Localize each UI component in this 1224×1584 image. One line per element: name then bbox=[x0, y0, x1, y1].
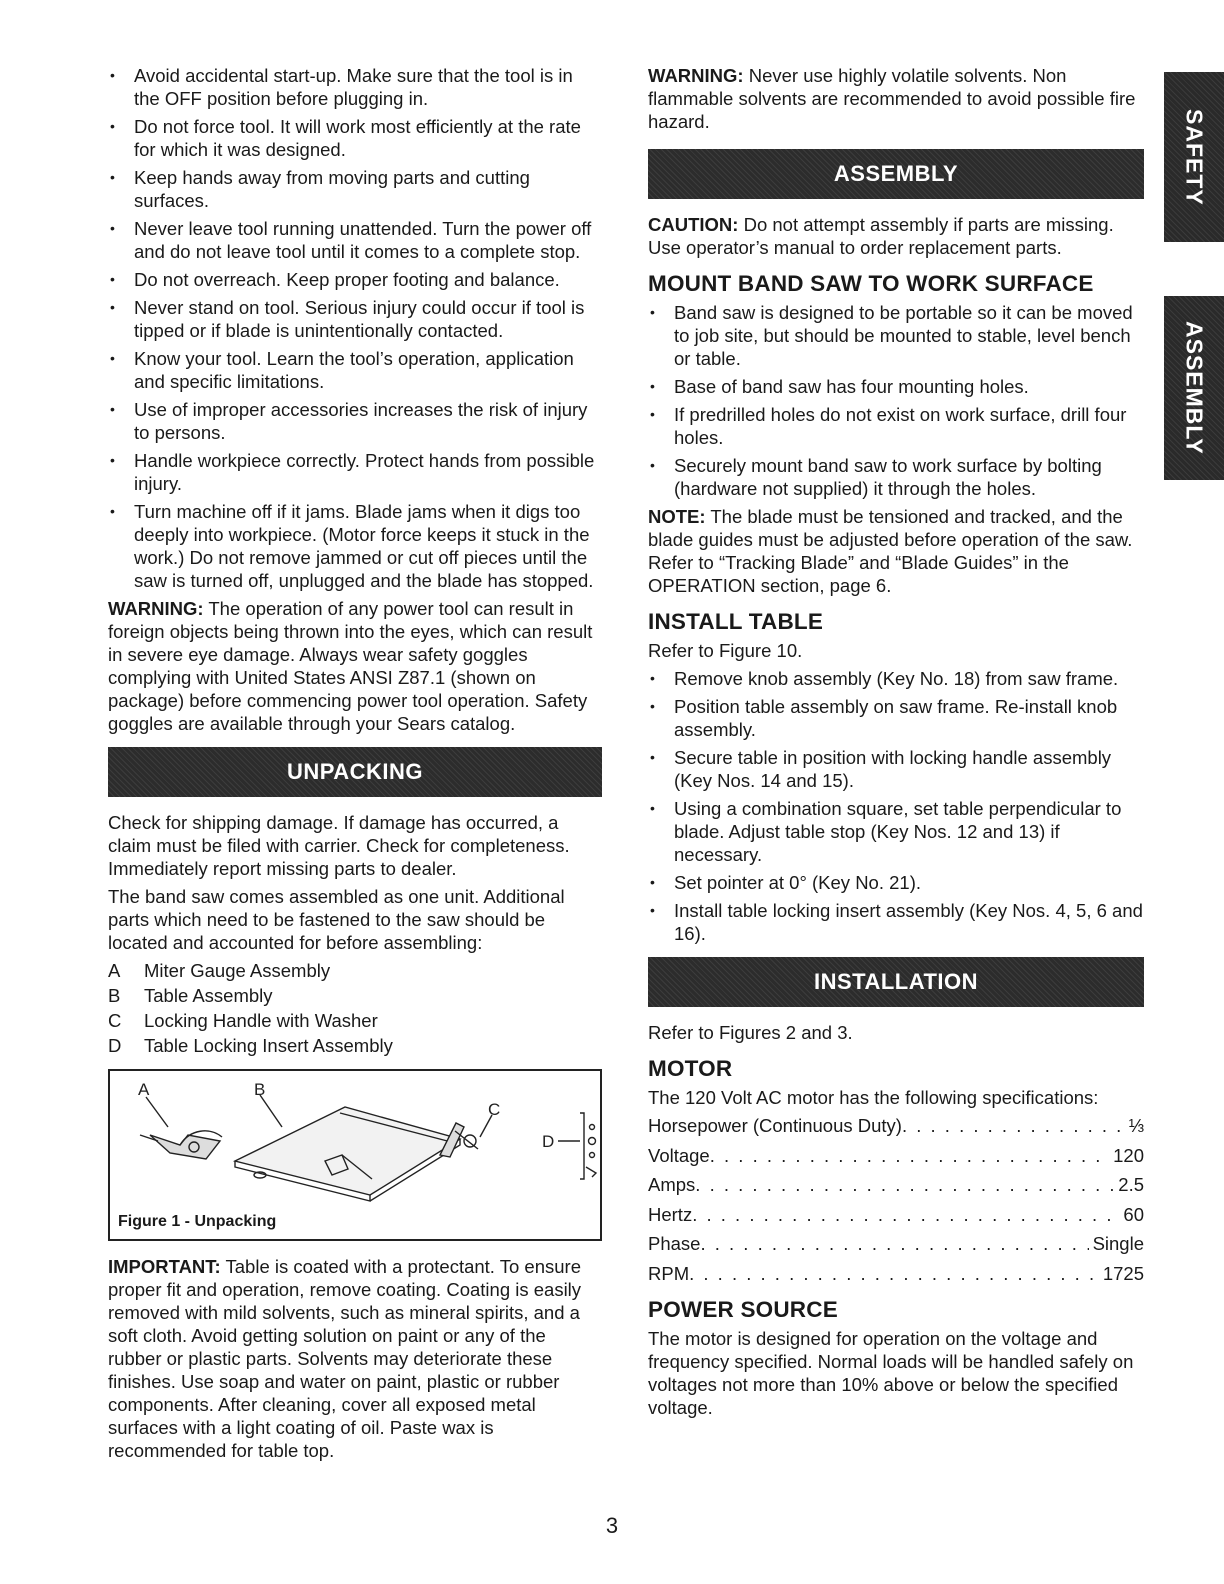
figure-1-unpacking bbox=[108, 1069, 602, 1241]
spec-value: 1725 bbox=[1102, 1262, 1144, 1284]
part-name: Table Locking Insert Assembly bbox=[144, 1035, 393, 1056]
mount-heading: MOUNT BAND SAW TO WORK SURFACE bbox=[648, 271, 1094, 296]
part-name: Table Assembly bbox=[144, 985, 273, 1006]
safety-bullet-list bbox=[108, 64, 602, 592]
caution-label: CAUTION: bbox=[648, 214, 739, 235]
side-tab-safety-label: SAFETY bbox=[1181, 108, 1208, 206]
list-item: • Base of band saw has four mounting holes. bbox=[648, 375, 1144, 398]
power-source-heading: POWER SOURCE bbox=[648, 1296, 838, 1322]
figure-label-c: C bbox=[488, 1100, 501, 1119]
list-item: • If predrilled holes do not exist on work surface, drill four holes. bbox=[648, 403, 1144, 449]
spec-label: RPM bbox=[648, 1262, 690, 1284]
important-label: IMPORTANT: bbox=[108, 1256, 221, 1277]
spec-row bbox=[648, 1173, 1144, 1196]
part-letter: D bbox=[108, 1035, 122, 1056]
warning-label: WARNING: bbox=[648, 65, 744, 86]
left-column bbox=[108, 64, 602, 1467]
spec-label: Horsepower (Continuous Duty) bbox=[648, 1115, 902, 1136]
side-tab-safety bbox=[1164, 72, 1224, 242]
spec-value: Single bbox=[1092, 1233, 1144, 1254]
parts-list bbox=[108, 959, 602, 1057]
list-item: • Handle workpiece correctly. Protect hands from possible injury. bbox=[108, 449, 602, 495]
caution-text: Do not attempt assembly if parts are missing. Use operator’s manual to order replacement parts. bbox=[648, 214, 1114, 258]
figure-label-d: D bbox=[542, 1132, 555, 1151]
list-item: • Never leave tool running unattended. Turn the power off and do not leave tool until it comes to a complete stop. bbox=[108, 217, 602, 263]
list-item: • Band saw is designed to be portable so it can be moved to job site, but should be mounted to stable, level bench or table. bbox=[648, 301, 1144, 370]
motor-intro: The 120 Volt AC motor has the following specifications: bbox=[648, 1087, 1099, 1108]
list-item bbox=[108, 984, 602, 1007]
part-letter: C bbox=[108, 1010, 122, 1031]
list-item: • Remove knob assembly (Key No. 18) from saw frame. bbox=[648, 667, 1144, 690]
motor-heading: MOTOR bbox=[648, 1056, 733, 1081]
list-item: • Avoid accidental start-up. Make sure that the tool is in the OFF position before plugging in. bbox=[108, 64, 602, 110]
tension-note bbox=[648, 505, 1144, 597]
install-table-heading: INSTALL TABLE bbox=[648, 609, 824, 634]
list-item bbox=[108, 1009, 602, 1032]
power-source-text: The motor is designed for operation on the voltage and frequency specified. Normal loads will be handled safely on voltages not more than 10% above or below the specified voltage. bbox=[648, 1327, 1134, 1418]
part-letter: B bbox=[108, 985, 121, 1006]
figure-caption: Figure 1 - Unpacking bbox=[118, 1213, 277, 1230]
caution-note bbox=[648, 213, 1144, 259]
install-table-ref: Refer to Figure 10. bbox=[648, 640, 803, 661]
list-item: • Securely mount band saw to work surface by bolting (hardware not supplied) it through the holes. bbox=[648, 454, 1144, 500]
note-label: NOTE: bbox=[648, 506, 706, 527]
right-column bbox=[648, 64, 1144, 1424]
spec-row bbox=[648, 1144, 1144, 1167]
install-table-bullet-list bbox=[648, 667, 1144, 945]
figure-label-a: A bbox=[138, 1080, 150, 1099]
spec-value: 60 bbox=[1123, 1203, 1144, 1225]
spec-label: Amps bbox=[648, 1174, 696, 1195]
goggles-warning bbox=[108, 597, 602, 735]
side-tab-assembly-label: ASSEMBLY bbox=[1181, 321, 1208, 455]
spec-label: Phase bbox=[648, 1233, 701, 1254]
list-item: • Install table locking insert assembly (Key Nos. 4, 5, 6 and 16). bbox=[648, 899, 1144, 945]
spec-label: Hertz bbox=[648, 1203, 693, 1225]
page-number: 3 bbox=[605, 1513, 619, 1538]
warning-label: WARNING: bbox=[108, 598, 204, 619]
list-item: • Use of improper accessories increases the risk of injury to persons. bbox=[108, 398, 602, 444]
list-item: • Never stand on tool. Serious injury could occur if tool is tipped or if blade is unintentionally contacted. bbox=[108, 296, 602, 342]
important-text: Table is coated with a protectant. To ensure proper fit and operation, remove coating. Coating is easily removed with mild solvents, such as mineral spirits, and a soft cloth. Avoid getting solution on paint or any of the rubber or plastic parts. Solvents may deteriorate these finishes. Use soap and water on paint, plastic or rubber components. After cleaning, cover all exposed metal surfaces with a light coating of oil. Paste wax is recommended for table top. bbox=[108, 1256, 582, 1461]
list-item: • Using a combination square, set table perpendicular to blade. Adjust table stop (Key Nos. 12 and 13) if necessary. bbox=[648, 797, 1144, 866]
unpacking-paragraph-2: The band saw comes assembled as one unit. Additional parts which need to be fastened to the saw should be located and accounted for before assembling: bbox=[108, 886, 565, 953]
motor-spec-table bbox=[648, 1114, 1144, 1285]
installation-banner: INSTALLATION bbox=[648, 957, 1144, 1007]
part-name: Miter Gauge Assembly bbox=[144, 960, 331, 981]
list-item: • Do not force tool. It will work most efficiently at the rate for which it was designed. bbox=[108, 115, 602, 161]
spec-label: Voltage bbox=[648, 1144, 710, 1166]
assembly-banner: ASSEMBLY bbox=[648, 149, 1144, 199]
spec-row bbox=[648, 1114, 1144, 1137]
spec-value: 2.5 bbox=[1118, 1174, 1144, 1195]
list-item: • Know your tool. Learn the tool’s operation, application and specific limitations. bbox=[108, 347, 602, 393]
list-item: • Do not overreach. Keep proper footing and balance. bbox=[108, 268, 602, 291]
list-item: • Keep hands away from moving parts and cutting surfaces. bbox=[108, 166, 602, 212]
miter-gauge-drawing bbox=[140, 1097, 222, 1159]
list-item: • Set pointer at 0° (Key No. 21). bbox=[648, 871, 1144, 894]
spec-row bbox=[648, 1262, 1144, 1285]
spec-row bbox=[648, 1232, 1144, 1255]
list-item bbox=[108, 959, 602, 982]
list-item: • Turn machine off if it jams. Blade jams when it digs too deeply into workpiece. (Motor force keeps it stuck in the work.) Do not remove jammed or cut off pieces until the saw is turned off, unplugged and the blade has stopped. bbox=[108, 500, 602, 592]
warning-text: The operation of any power tool can result in foreign objects being thrown into the eyes, which can result in severe eye damage. Always wear safety goggles complying with United States ANSI Z87.1 (shown on package) before commencing power tool operation. Safety goggles are available through your Sears catalog. bbox=[108, 598, 593, 734]
side-tab-assembly bbox=[1164, 296, 1224, 480]
spec-value: 120 bbox=[1113, 1144, 1144, 1166]
solvent-warning bbox=[648, 64, 1144, 133]
spec-row bbox=[648, 1203, 1144, 1226]
figure-label-b: B bbox=[254, 1080, 266, 1099]
spec-value: ⅓ bbox=[1128, 1115, 1144, 1136]
list-item: • Secure table in position with locking handle assembly (Key Nos. 14 and 15). bbox=[648, 746, 1144, 792]
list-item bbox=[108, 1034, 602, 1057]
part-letter: A bbox=[108, 960, 121, 981]
important-note bbox=[108, 1255, 602, 1462]
mount-bullet-list bbox=[648, 301, 1144, 500]
table-drawing bbox=[235, 1095, 460, 1201]
note-text: The blade must be tensioned and tracked, and the blade guides must be adjusted before operation of the saw. Refer to “Tracking Blade” and “Blade Guides” in the OPERATION section, page 6. bbox=[648, 506, 1133, 596]
list-item: • Position table assembly on saw frame. Re-install knob assembly. bbox=[648, 695, 1144, 741]
unpacking-banner: UNPACKING bbox=[108, 747, 602, 797]
installation-ref: Refer to Figures 2 and 3. bbox=[648, 1022, 853, 1043]
unpacking-paragraph-1: Check for shipping damage. If damage has occurred, a claim must be filed with carrier. Check for completeness. Immediately report missing parts to dealer. bbox=[108, 812, 570, 879]
warning-text: Never use highly volatile solvents. Non flammable solvents are recommended to avoid possible fire hazard. bbox=[648, 65, 1136, 132]
locking-insert-drawing bbox=[558, 1113, 596, 1179]
part-name: Locking Handle with Washer bbox=[144, 1010, 378, 1031]
